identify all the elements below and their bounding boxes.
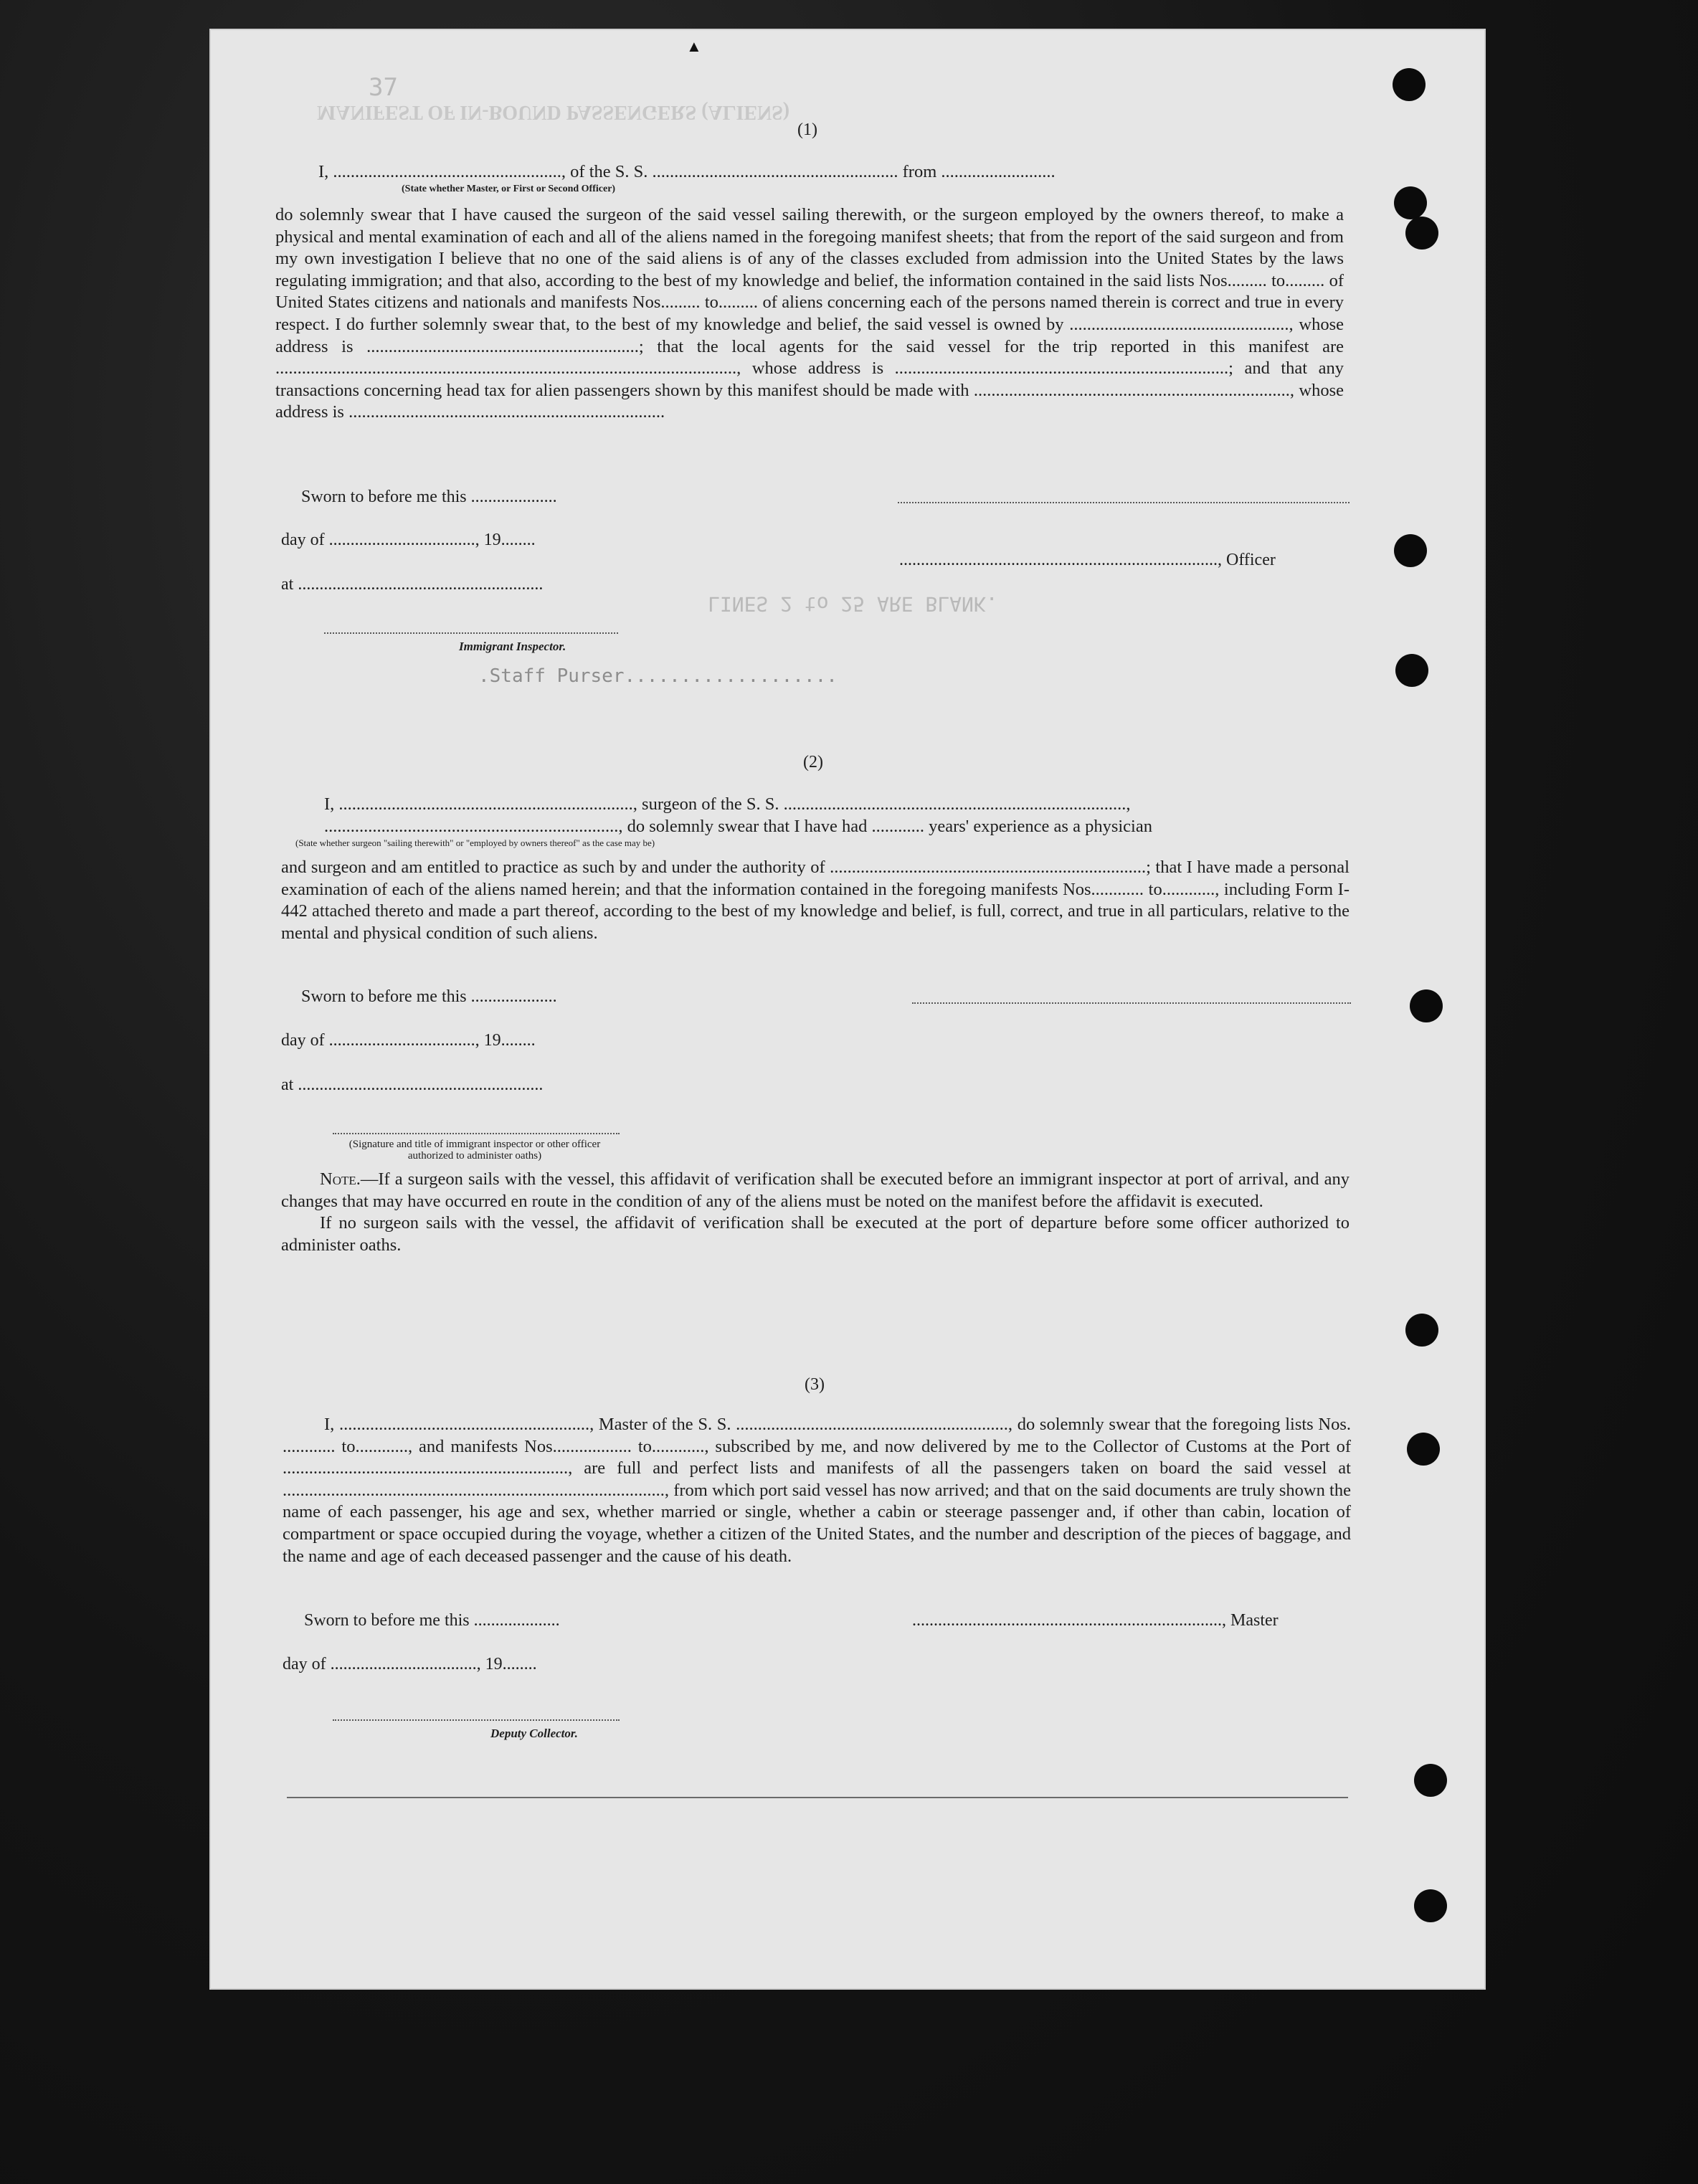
- punch-hole: [1414, 1889, 1447, 1922]
- section-number: (3): [805, 1375, 825, 1394]
- sworn-label: Sworn to before me this ....................: [301, 488, 557, 506]
- section2-surgeon-note: (State whether surgeon "sailing therewith" or "employed by owners thereof" as the case may be): [295, 837, 655, 848]
- section-number: (2): [803, 753, 823, 771]
- deputy-collector-caption: Deputy Collector.: [490, 1727, 578, 1740]
- faint-staff-purser: .Staff Purser...................: [478, 665, 838, 687]
- signature-line: [898, 502, 1350, 503]
- section1-oath-text: do solemnly swear that I have caused the surgeon of the said vessel sailing therewith, or the surgeon employed by the owners thereof, to make a physical and mental examination of each and all of the aliens named in the foregoing manifest sheets; that from the report of the said surgeon and from my own investigation I believe that no one of the said aliens is of any of the classes excluded from admission into the United States by the laws regulating immigration; and that also, according to the best of my knowledge and belief, the information contained in the said lists Nos......... to......... of United States citizens and nationals and manifests Nos......... to......... of aliens concerning each of the persons named therein is correct and true in every respect. I do further solemnly swear that, to the best of my knowledge and belief, the said vessel is owned by .................................................., whose address is ..............................................................; that the local agents for the said vessel for the trip reported in this manifest are ........................................................................................................., whose address is ............................................................................; and that any transactions concerning head tax for alien passengers shown by this manifest should be made with ........................................................................, whose address is ........................................................................: [275, 205, 1344, 422]
- section2-second-line: ..................................................................., do solemnly swear that I have had ............ years' experience as a physician: [324, 817, 1152, 836]
- bleed-through-header: MANIFEST OF IN-BOUND PASSENGERS (ALIENS): [317, 101, 790, 123]
- punch-hole: [1405, 217, 1438, 250]
- punch-hole: [1410, 989, 1443, 1022]
- day-label: day of .................................., 19........: [281, 1031, 536, 1050]
- note-text: —If a surgeon sails with the vessel, this affidavit of verification shall be executed before an immigrant inspector at port of arrival, and any changes that may have occurred en route in the condition of any of the aliens must be noted on the manifest before the affidavit is executed.: [281, 1169, 1350, 1211]
- scan-marker: ▲: [686, 37, 702, 55]
- signature-title-caption: (Signature and title of immigrant inspector or other officer authorized to administer oaths): [348, 1139, 601, 1162]
- bottom-rule: [287, 1797, 1348, 1798]
- punch-hole: [1405, 1314, 1438, 1347]
- punch-hole: [1395, 654, 1428, 687]
- signature-line: [912, 1002, 1351, 1004]
- note-lead: Note.: [320, 1169, 361, 1189]
- punch-hole: [1393, 68, 1426, 101]
- punch-hole: [1394, 186, 1427, 219]
- section2-first-line: I, ..................................................................., surgeon of the S. S. ..............................................................................,: [324, 794, 1131, 814]
- immigrant-inspector-caption: Immigrant Inspector.: [459, 640, 566, 653]
- section1-first-line: I, ...................................................., of the S. S. ........................................................ from ..........................: [318, 162, 1056, 181]
- punch-hole: [1407, 1433, 1440, 1466]
- day-label: day of .................................., 19........: [281, 531, 536, 549]
- section1-role-note: (State whether Master, or First or Second Officer): [402, 184, 616, 194]
- officer-signature: .........................................................................., Officer: [899, 551, 1276, 569]
- note-paragraph: [281, 1169, 1350, 1256]
- punch-hole: [1394, 534, 1427, 567]
- punch-hole: [1414, 1764, 1447, 1797]
- day-label: day of .................................., 19........: [283, 1655, 537, 1673]
- authorized-signature-line: [333, 1133, 620, 1134]
- section2-oath-text: and surgeon and am entitled to practice as such by and under the authority of ........................................................................; that I have made a personal examination of each of the aliens named herein; and that the information contained in the foregoing manifests Nos............ to............, including Form I-442 attached thereto and made a part thereof, according to the best of my knowledge and belief, is full, correct, and true in all particulars, relative to the mental and physical condition of such aliens.: [281, 858, 1350, 943]
- faint-page-number: 37: [369, 73, 398, 102]
- faint-lines-blank: LINES 2 to 25 ARE BLANK.: [708, 592, 998, 616]
- sworn-label: Sworn to before me this ....................: [301, 987, 557, 1006]
- manifest-page: [209, 29, 1486, 1990]
- section-number: (1): [797, 120, 817, 139]
- note-text-2: If no surgeon sails with the vessel, the affidavit of verification shall be executed at the port of departure before some officer authorized to administer oaths.: [281, 1213, 1350, 1255]
- at-label: at .........................................................: [281, 1076, 544, 1094]
- collector-signature-line: [333, 1719, 620, 1721]
- section3-oath-text: I, ........................................................., Master of the S. S. .............................................................., do solemnly swear that the foregoing lists Nos. ............ to............, and manifests Nos.................. to............, subscribed by me, and now delivered by me to the Collector of Customs at the Port of ................................................................., are full and perfect lists and manifests of all the passengers taken on board the said vessel at ......................................................................................., from which port said vessel has now arrived; and that on the said documents are truly shown the name of each passenger, his age and sex, whether married or single, whether a cabin or steerage passenger and, if other than cabin, location of compartment or space occupied during the voyage, whether a citizen of the United States, and the number and description of the pieces of baggage, and the name and age of each deceased passenger and the cause of his death.: [283, 1415, 1351, 1566]
- master-signature: ........................................................................, Master: [912, 1611, 1279, 1630]
- at-label: at .........................................................: [281, 575, 544, 594]
- sworn-label: Sworn to before me this ....................: [304, 1611, 560, 1630]
- inspector-signature-line: [324, 632, 618, 634]
